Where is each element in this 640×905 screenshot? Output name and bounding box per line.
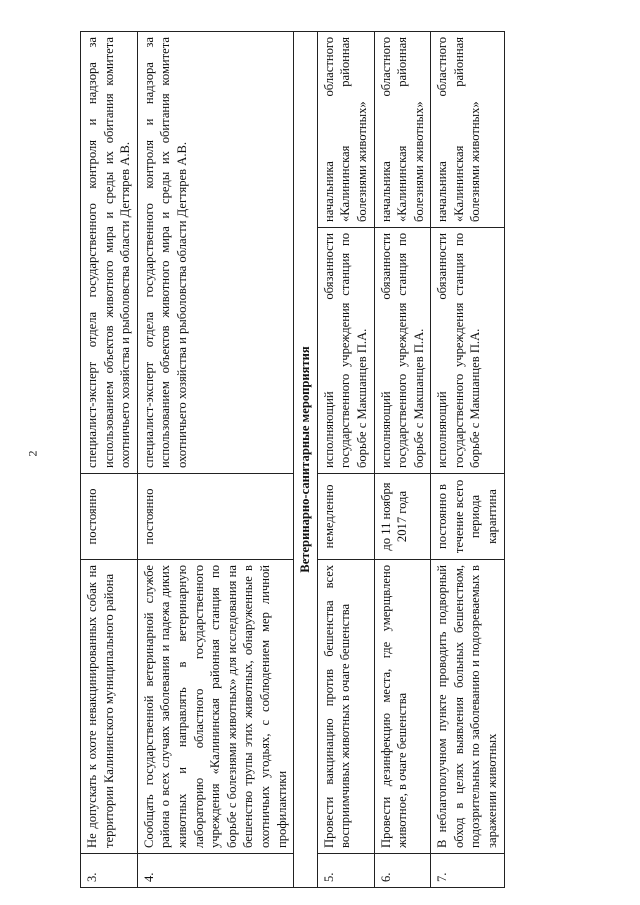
deadline: постоянно (137, 474, 293, 560)
deadline: постоянно (81, 474, 138, 560)
measure-text: В неблагополучном пункте проводить подворный обход в целях выявления больных бешенством, подозрительных по заболеванию и подозреваемых в заражении животных (431, 560, 504, 854)
table-row (81, 31, 138, 887)
deadline: постоянно в течение всего периода карантина (431, 474, 504, 560)
responsible: исполняющий обязанности государственного учреждения станция по борьбе с Макшанцев П.А. (431, 228, 504, 474)
responsible-agency: начальника областного «Калининская районная болезнями животных» (374, 31, 431, 227)
measure-text: Провести дезинфекцию места, где умерщвлено животное, в очаге бешенства (374, 560, 431, 854)
responsible: специалист-эксперт отдела государственного контроля и надзора за использованием объектов животного мира и среды их обитания комитета охотничьего хозяйства и рыболовства области Дегтярев А.В. (81, 31, 138, 473)
responsible-agency: начальника областного «Калининская районная болезнями животных» (431, 31, 504, 227)
responsible: специалист-эксперт отдела государственного контроля и надзора за использованием объектов животного мира и среды их обитания комитета охотничьего хозяйства и рыболовства области Дегтярев А.В. (137, 31, 293, 473)
measures-table (80, 31, 505, 888)
table-row (317, 31, 374, 887)
row-number: 5. (317, 854, 374, 888)
row-number: 6. (374, 854, 431, 888)
responsible: исполняющий обязанности государственного учреждения станция по борьбе с Макшанцев П.А. (374, 228, 431, 474)
row-number: 4. (137, 854, 293, 888)
measure-text: Провести вакцинацию против бешенства всех восприимчивых животных в очаге бешенства (317, 560, 374, 854)
page-number: 2 (25, 450, 40, 457)
responsible: исполняющий обязанности государственного учреждения станция по борьбе с Макшанцев П.А. (317, 228, 374, 474)
row-number: 3. (81, 854, 138, 888)
section-title: Ветеринарно-санитарные мероприятия (294, 31, 318, 887)
table-row (374, 31, 431, 887)
table-row (431, 31, 504, 887)
table-row (137, 31, 293, 887)
measure-text: Сообщать государственной ветеринарной службе района о всех случаях заболевания и падежа диких животных и направлять в ветеринарную лабораторию областного государственного учреждения «Калининская районная станция по борьбе с болезнями животных» для исследования на бешенство трупы этих животных, обнаруженные в охотничьих угодьях, с соблюдением мер личной профилактики (137, 560, 293, 854)
deadline: до 11 ноября 2017 года (374, 474, 431, 560)
responsible-agency: начальника областного «Калининская районная болезнями животных» (317, 31, 374, 227)
section-heading-row (294, 31, 318, 887)
row-number: 7. (431, 854, 504, 888)
deadline: немедленно (317, 474, 374, 560)
measure-text: Не допускать к охоте невакцинированных собак на территории Калининского муниципального района (81, 560, 138, 854)
document-sheet (80, 32, 640, 888)
